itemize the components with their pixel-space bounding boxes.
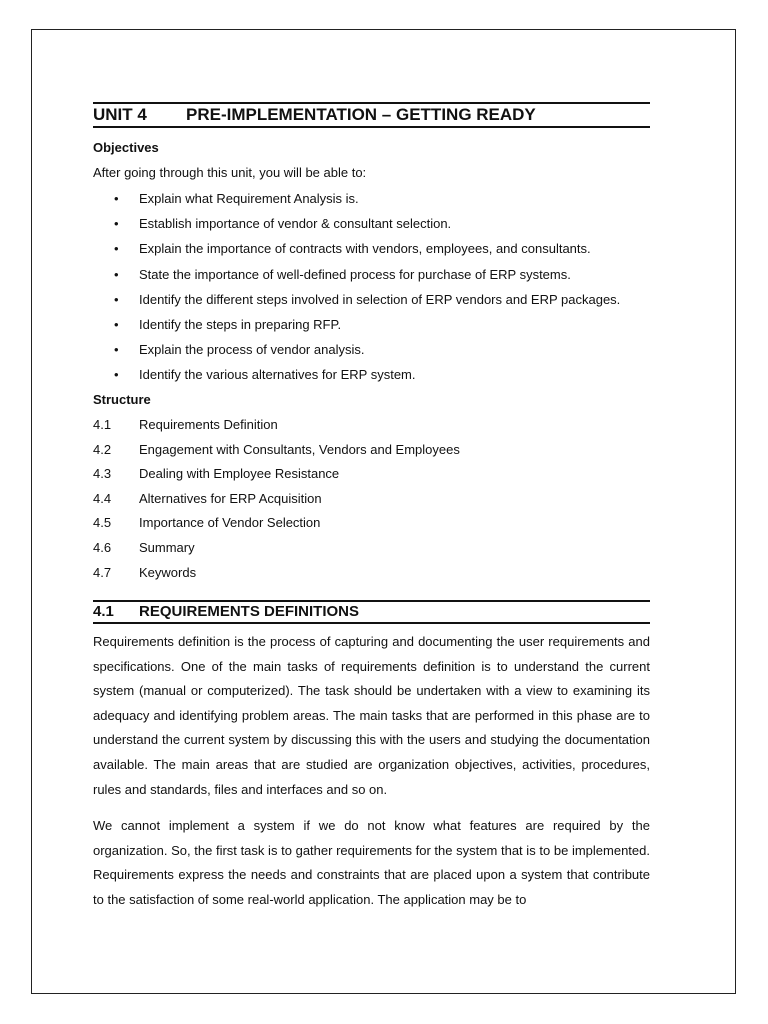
section-number: 4.1 bbox=[93, 603, 114, 620]
toc-item: 4.3 Dealing with Employee Resistance bbox=[93, 466, 340, 482]
toc-item: 4.2 Engagement with Consultants, Vendors and Employees bbox=[93, 441, 460, 457]
objectives-intro: After going through this unit, you will be able to: bbox=[93, 165, 367, 180]
paragraph: Requirements definition is the process of capturing and documenting the user requirements and specifications. One of the main tasks of requirements definition is to understand the current system (manual or computerized). The task should be undertaken with a view to examining its adequacy and identifying problem areas. The main tasks that are performed in this phase are to understand the current system by discussing this with the users and studying the documentation available. The main areas that are studied are organization objectives, activities, procedures, rules and standards, files and interfaces and so on. bbox=[93, 634, 650, 797]
list-item: • Identify the different steps involved in selection of ERP vendors and ERP packages. bbox=[114, 291, 621, 307]
objectives-heading: Objectives bbox=[93, 140, 159, 155]
toc-item: 4.5 Importance of Vendor Selection bbox=[93, 515, 321, 531]
bullet-icon: • bbox=[114, 316, 119, 332]
unit-title: PRE-IMPLEMENTATION – GETTING READY bbox=[186, 105, 536, 124]
toc-item: 4.6 Summary bbox=[93, 539, 195, 555]
list-item: • Identify the steps in preparing RFP. bbox=[114, 316, 342, 332]
unit-number: UNIT 4 bbox=[93, 105, 147, 124]
unit-heading bbox=[93, 102, 650, 128]
structure-list bbox=[93, 416, 650, 588]
bullet-icon: • bbox=[114, 241, 119, 257]
bullet-icon: • bbox=[114, 342, 119, 358]
list-item: • Explain the process of vendor analysis. bbox=[114, 342, 365, 358]
list-item: • Explain what Requirement Analysis is. bbox=[114, 191, 359, 206]
objectives-list bbox=[93, 190, 650, 392]
structure-heading: Structure bbox=[93, 392, 151, 407]
bullet-icon: • bbox=[114, 191, 119, 206]
bullet-icon: • bbox=[114, 266, 119, 282]
list-item: • Identify the various alternatives for ERP system. bbox=[114, 367, 416, 383]
list-item: • Explain the importance of contracts with vendors, employees, and consultants. bbox=[114, 241, 591, 257]
list-item: • Establish importance of vendor & consultant selection. bbox=[114, 216, 452, 232]
toc-item: 4.1 Requirements Definition bbox=[93, 417, 278, 432]
section-heading bbox=[93, 600, 650, 624]
list-item: • State the importance of well-defined process for purchase of ERP systems. bbox=[114, 266, 571, 282]
section-title: REQUIREMENTS DEFINITIONS bbox=[139, 603, 360, 620]
toc-item: 4.7 Keywords bbox=[93, 564, 197, 580]
bullet-icon: • bbox=[114, 367, 119, 383]
toc-item: 4.4 Alternatives for ERP Acquisition bbox=[93, 490, 322, 506]
bullet-icon: • bbox=[114, 291, 119, 307]
paragraph: We cannot implement a system if we do not know what features are required by the organization. So, the first task is to gather requirements for the system that is to be implemented. Requirements express the needs and constraints that are placed upon a system that contribute to the satisfaction of some real-world application. The application may be to bbox=[93, 818, 650, 907]
bullet-icon: • bbox=[114, 216, 119, 232]
